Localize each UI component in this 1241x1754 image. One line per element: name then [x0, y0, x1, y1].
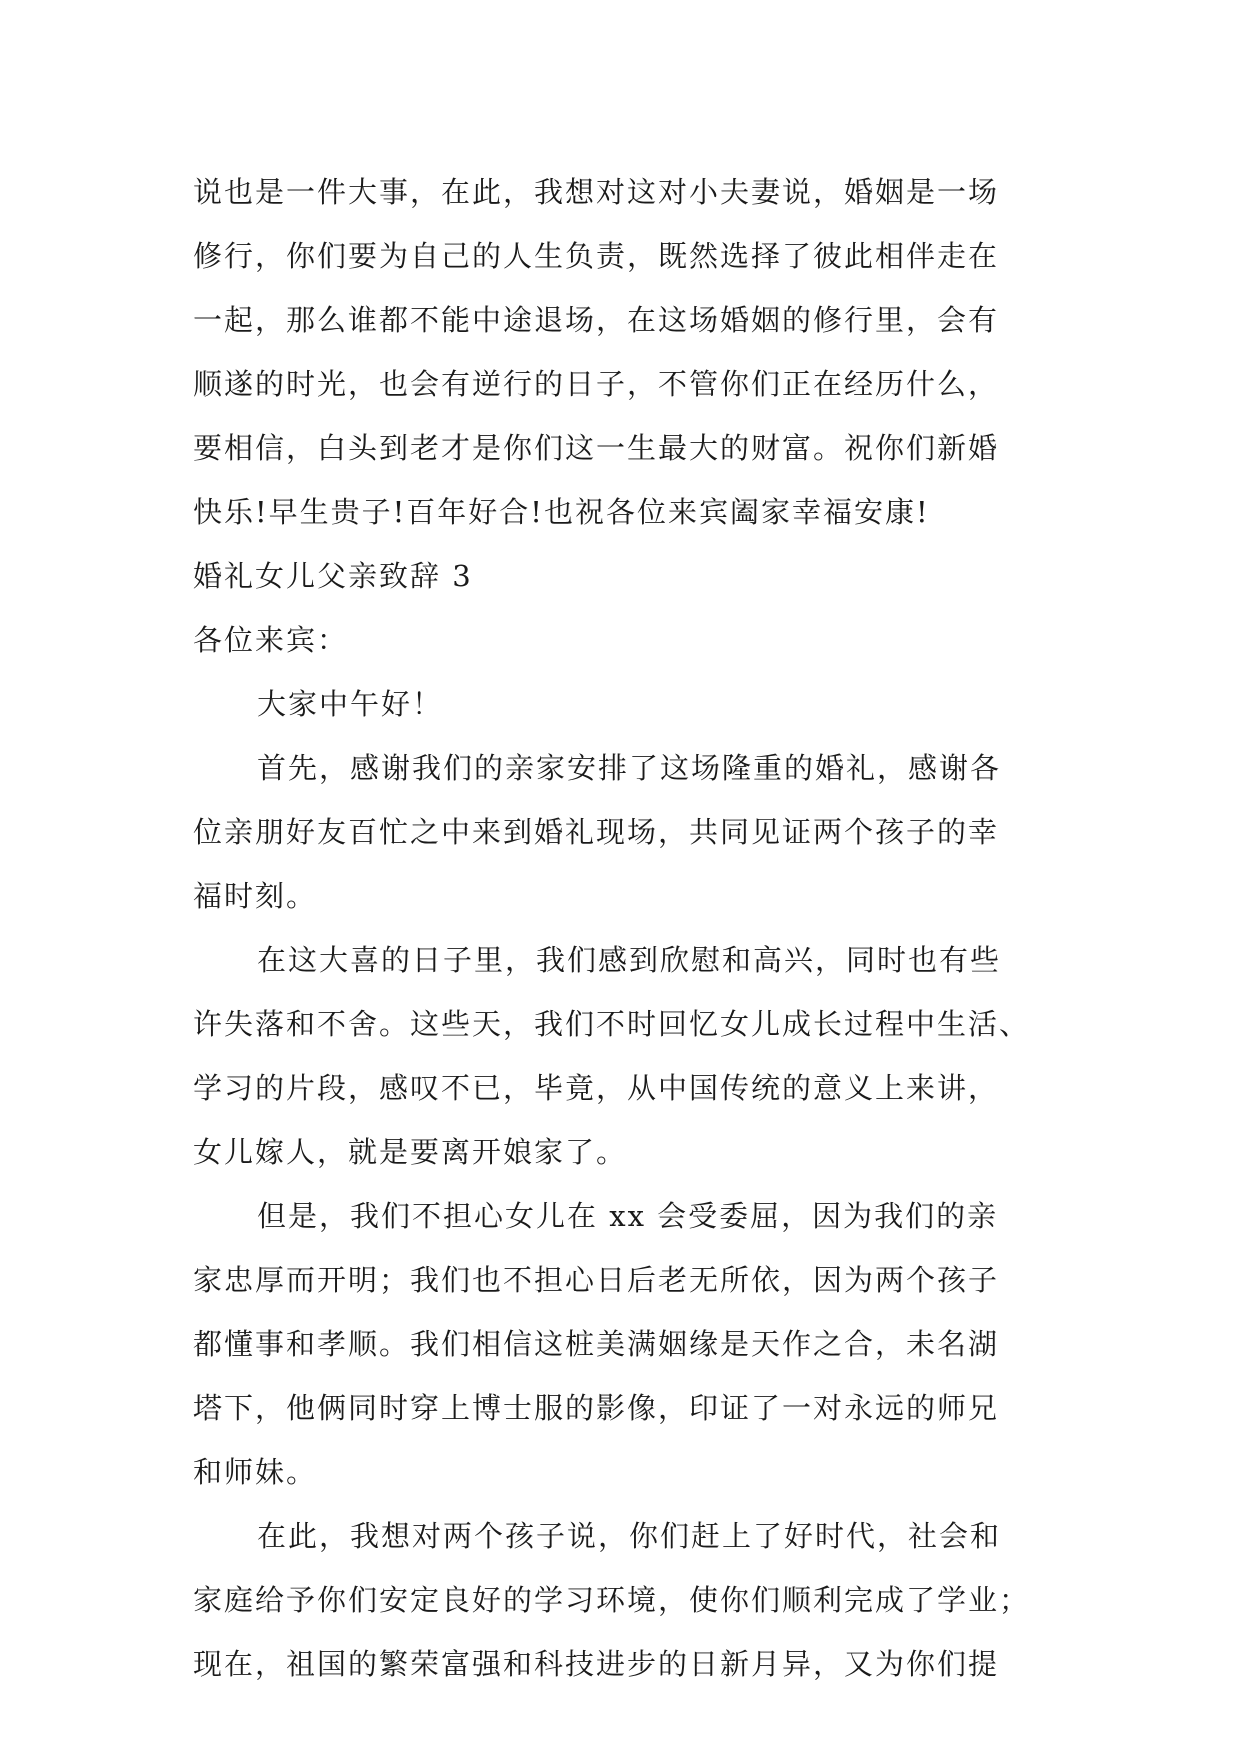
paragraph-line: 但是，我们不担心女儿在 xx 会受委屈，因为我们的亲: [257, 1199, 999, 1233]
paragraph-line: 家忠厚而开明；我们也不担心日后老无所依，因为两个孩子: [193, 1263, 1000, 1297]
section-heading: 婚礼女儿父亲致辞 3: [193, 559, 473, 593]
paragraph-line: 首先，感谢我们的亲家安排了这场隆重的婚礼，感谢各: [257, 751, 1002, 785]
paragraph-line: 顺遂的时光，也会有逆行的日子，不管你们正在经历什么，: [193, 367, 1000, 401]
paragraph-line: 许失落和不舍。这些天，我们不时回忆女儿成长过程中生活、: [193, 1007, 1031, 1041]
paragraph-line: 都懂事和孝顺。我们相信这桩美满姻缘是天作之合，未名湖: [193, 1327, 1000, 1361]
paragraph-line: 修行，你们要为自己的人生负责，既然选择了彼此相伴走在: [193, 239, 1000, 273]
paragraph-line: 在此，我想对两个孩子说，你们赶上了好时代，社会和: [257, 1519, 1002, 1553]
paragraph-line: 学习的片段，感叹不已，毕竟，从中国传统的意义上来讲，: [193, 1071, 1000, 1105]
paragraph-line: 福时刻。: [193, 879, 318, 913]
paragraph-line: 在这大喜的日子里，我们感到欣慰和高兴，同时也有些: [257, 943, 1002, 977]
paragraph-line: 要相信，白头到老才是你们这一生最大的财富。祝你们新婚: [193, 431, 1000, 465]
paragraph-line: 快乐!早生贵子!百年好合!也祝各位来宾阖家幸福安康!: [193, 495, 930, 529]
paragraph-line: 女儿嫁人，就是要离开娘家了。: [193, 1135, 628, 1169]
paragraph-line: 一起，那么谁都不能中途退场，在这场婚姻的修行里，会有: [193, 303, 1000, 337]
paragraph-line: 现在，祖国的繁荣富强和科技进步的日新月异，又为你们提: [193, 1647, 1000, 1681]
greeting-line: 大家中午好！: [257, 687, 444, 721]
paragraph-line: 和师妹。: [193, 1455, 318, 1489]
salutation: 各位来宾：: [193, 623, 349, 657]
paragraph-line: 说也是一件大事，在此，我想对这对小夫妻说，婚姻是一场: [193, 175, 1000, 209]
paragraph-line: 家庭给予你们安定良好的学习环境，使你们顺利完成了学业；: [193, 1583, 1031, 1617]
paragraph-line: 位亲朋好友百忙之中来到婚礼现场，共同见证两个孩子的幸: [193, 815, 1000, 849]
document-body: [193, 160, 1073, 1696]
paragraph-line: 塔下，他俩同时穿上博士服的影像，印证了一对永远的师兄: [193, 1391, 1000, 1425]
